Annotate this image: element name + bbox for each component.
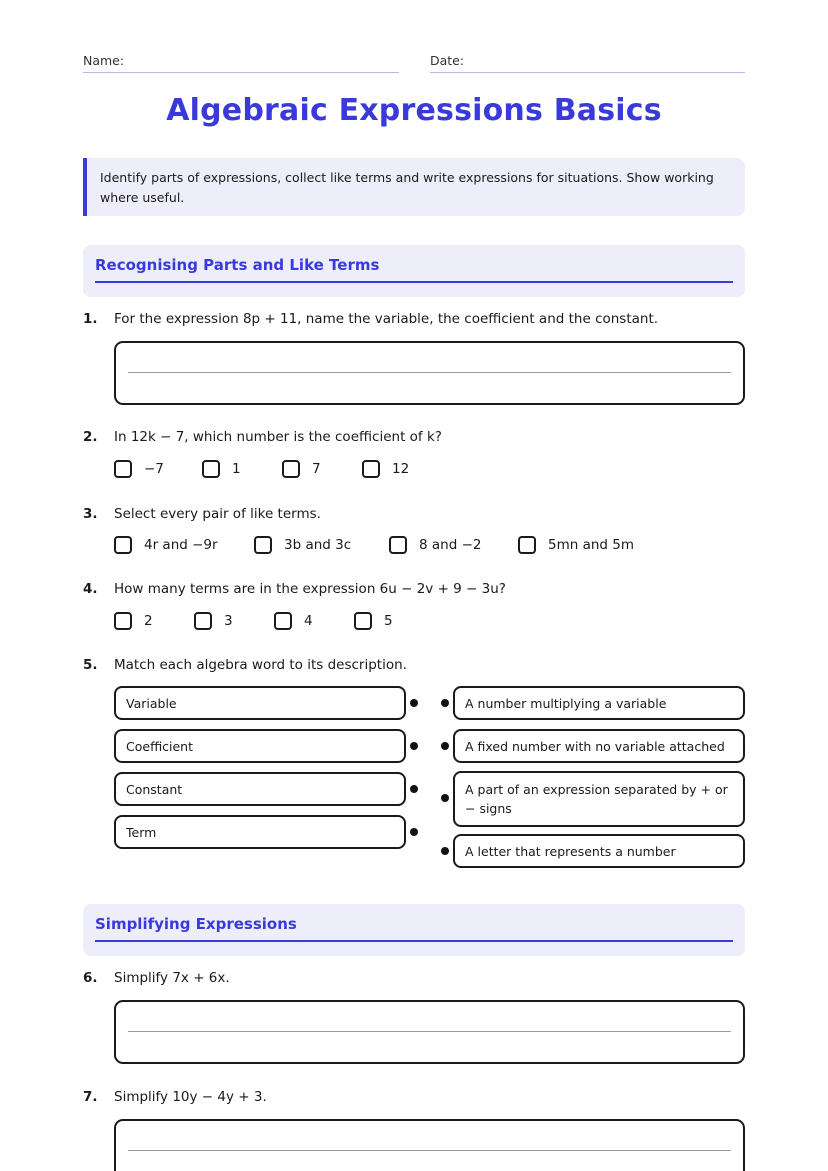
option[interactable] [194,612,233,630]
match-term: Variable [126,695,177,711]
question-text: Simplify 7x + 6x. [114,970,230,986]
option[interactable] [274,612,313,630]
match-dot-right[interactable] [441,794,449,802]
option-label: 8 and −2 [419,537,482,553]
question-number: 3. [83,506,98,522]
option[interactable] [114,460,164,478]
section-header-simplifying [83,904,745,956]
checkbox[interactable] [518,536,536,554]
match-description: A letter that represents a number [465,843,676,859]
instructions-box [83,158,745,216]
option-label: 3 [224,613,233,629]
question-number: 7. [83,1089,98,1105]
question-number: 2. [83,429,98,445]
checkbox[interactable] [202,460,220,478]
match-term: Coefficient [126,738,194,754]
match-dot-left[interactable] [410,742,418,750]
match-dot-left[interactable] [410,699,418,707]
answer-box[interactable] [114,1119,745,1171]
match-dot-right[interactable] [441,847,449,855]
match-description: A fixed number with no variable attached [465,738,725,754]
match-dot-left[interactable] [410,828,418,836]
match-term-box [114,729,406,763]
option-label: 1 [232,461,241,477]
match-dot-right[interactable] [441,699,449,707]
option-label: 12 [392,461,410,477]
option-label: 7 [312,461,321,477]
checkbox[interactable] [389,536,407,554]
checkbox[interactable] [362,460,380,478]
option-label: 4 [304,613,313,629]
option[interactable] [254,536,351,554]
section-title: Simplifying Expressions [95,915,297,933]
option-label: 5 [384,613,393,629]
option-label: 4r and −9r [144,537,218,553]
checkbox[interactable] [194,612,212,630]
section-title: Recognising Parts and Like Terms [95,256,380,274]
option-label: 3b and 3c [284,537,352,553]
match-description-box [453,729,745,763]
answer-box[interactable] [114,1000,745,1064]
option[interactable] [518,536,634,554]
question-text: In 12k − 7, which number is the coefficient of k? [114,429,442,445]
instructions-text: Identify parts of expressions, collect like terms and write expressions for situations. Show working where useful. [100,170,714,205]
match-term: Term [126,824,157,840]
section-header-parts [83,245,745,297]
question-number: 4. [83,581,98,597]
option[interactable] [114,612,153,630]
checkbox[interactable] [274,612,292,630]
match-description-box [453,834,745,868]
match-term-box [114,686,406,720]
match-dot-right[interactable] [441,742,449,750]
name-field[interactable] [83,72,399,73]
checkbox[interactable] [114,536,132,554]
answer-line [128,1031,731,1032]
question-number: 1. [83,311,98,327]
checkbox[interactable] [254,536,272,554]
match-description: A number multiplying a variable [465,695,667,711]
match-term-box [114,815,406,849]
date-field[interactable] [430,72,745,73]
option[interactable] [354,612,393,630]
match-description: A part of an expression separated by + or − signs [465,782,728,816]
checkbox[interactable] [354,612,372,630]
checkbox[interactable] [282,460,300,478]
option-label: −7 [144,461,164,477]
checkbox[interactable] [114,460,132,478]
section-divider [95,940,733,942]
section-divider [95,281,733,283]
name-label: Name: [83,53,125,68]
answer-box[interactable] [114,341,745,405]
question-text: For the expression 8p + 11, name the variable, the coefficient and the constant. [114,311,659,327]
match-term: Constant [126,781,183,797]
match-dot-left[interactable] [410,785,418,793]
option[interactable] [389,536,481,554]
option-label: 5mn and 5m [548,537,635,553]
option-label: 2 [144,613,153,629]
match-term-box [114,772,406,806]
answer-line [128,1150,731,1151]
option[interactable] [282,460,321,478]
page-title: Algebraic Expressions Basics [166,93,662,128]
question-text: Simplify 10y − 4y + 3. [114,1089,267,1105]
question-text: How many terms are in the expression 6u − 2v + 9 − 3u? [114,581,506,597]
answer-line [128,372,731,373]
option[interactable] [202,460,241,478]
match-description-box [453,686,745,720]
option[interactable] [114,536,218,554]
question-text: Select every pair of like terms. [114,506,321,522]
date-label: Date: [430,53,465,68]
question-number: 5. [83,657,98,673]
question-text: Match each algebra word to its description. [114,657,407,673]
question-number: 6. [83,970,98,986]
option[interactable] [362,460,409,478]
checkbox[interactable] [114,612,132,630]
match-description-box [453,771,745,827]
